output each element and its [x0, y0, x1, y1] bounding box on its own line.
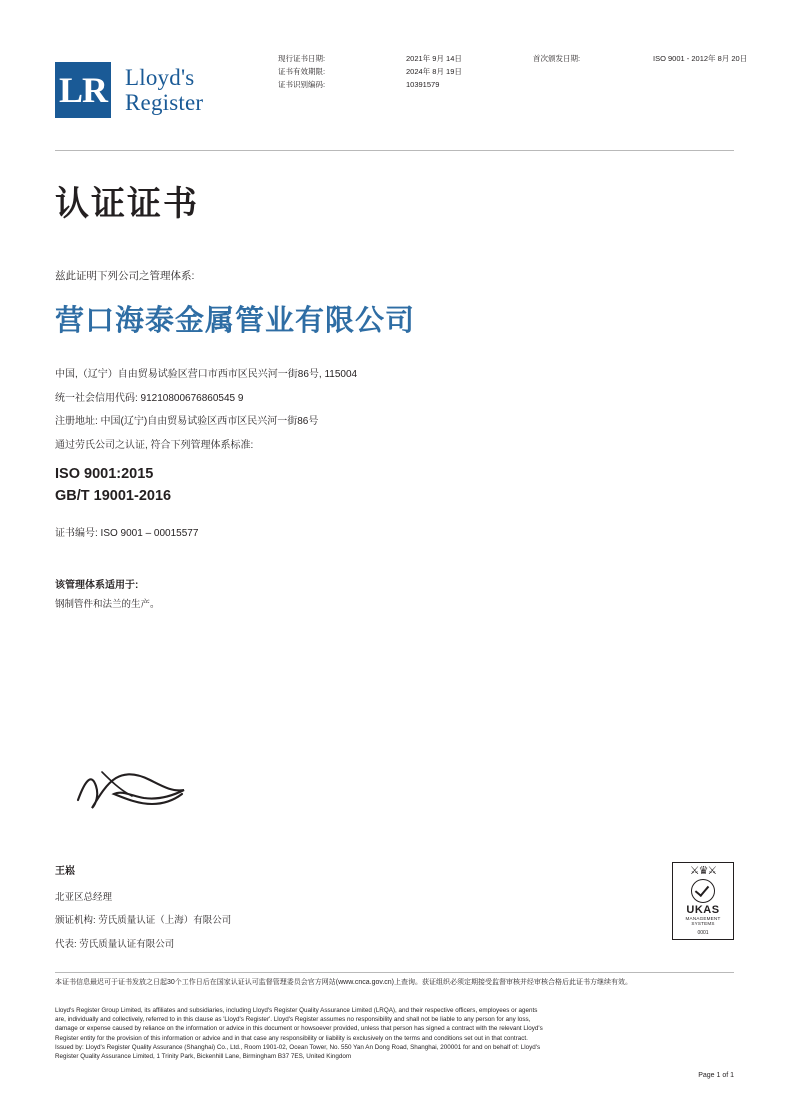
scope-heading: 该管理体系适用于:: [55, 580, 139, 591]
ukas-word: UKAS: [686, 904, 720, 916]
page-title: 认证证书: [55, 185, 199, 223]
meta-label-original-issue: 首次颁发日期:: [533, 54, 581, 63]
company-name: 营口海泰金属管业有限公司: [55, 305, 416, 337]
meta-original-label-column: [533, 52, 653, 65]
company-registered-address: 注册地址: 中国(辽宁)自由贸易试验区西市区民兴河一街86号: [55, 416, 319, 427]
signature-image: [72, 760, 202, 820]
company-details: [55, 363, 735, 457]
footer-en-line-3: damage or expense caused by reliance on the information or advice in this document or howsoever provided, unless that person has signed a contract with the relevant Lloyd's: [55, 1025, 543, 1033]
footer-disclaimer-english: [55, 1006, 734, 1061]
issuing-body: 颁证机构: 劳氏质量认证（上海）有限公司: [55, 915, 232, 927]
meta-label-current-date: 现行证书日期:: [278, 54, 326, 63]
footer-en-line-5: Issued by: Lloyd's Register Quality Assurance (Shanghai) Co., Ltd., Room 1901-02, Ocean Tower, No. 550 Yan An Dong Road, Shanghai, 200001 for and on behalf of: Lloyd's: [55, 1043, 541, 1051]
signatory-name: 王崧: [55, 866, 75, 877]
scope-text: 钢制管件和法兰的生产。: [55, 599, 160, 610]
checkmark-icon: [691, 879, 715, 903]
lr-logo-word-line2: Register: [125, 90, 204, 115]
company-credit-code: 统一社会信用代码: 91210800676860545 9: [55, 392, 244, 404]
page-number: Page 1 of 1: [698, 1072, 734, 1079]
standard-gbt-19001: GB/T 19001-2016: [55, 488, 172, 505]
lead-text: 兹此证明下列公司之管理体系:: [55, 270, 195, 282]
meta-values-column: [406, 52, 516, 91]
ukas-sub-line2: SYSTEMS: [691, 921, 715, 927]
certificate-number: 证书编号: ISO 9001 – 00015577: [55, 528, 199, 539]
meta-label-valid-until: 证书有效期限:: [278, 67, 326, 77]
meta-value-valid-until: 2024年 8月 19日: [406, 67, 462, 77]
footer-en-line-2: are, individually and collectively, referred to in this clause as 'Lloyd's Register'. Lloyd's Register assumes no responsibility and shall not be liable to any person for any loss,: [55, 1016, 531, 1024]
ukas-sub-line1: MANAGEMENT: [685, 916, 721, 921]
lr-logo-mark: [55, 62, 111, 118]
standards-list: [55, 463, 171, 508]
footer-divider: [55, 972, 734, 973]
lr-logo-wordmark: [125, 65, 203, 116]
meta-value-current-date: 2021年 9月 14日: [406, 54, 462, 63]
ukas-number: 0001: [697, 929, 709, 936]
lloyds-register-logo: [55, 62, 203, 118]
lr-logo-letters: LR: [58, 70, 107, 110]
ukas-accreditation-mark: [672, 862, 734, 940]
company-address: 中国,（辽宁）自由贸易试验区营口市西市区民兴河一街86号, 115004: [55, 369, 358, 380]
document-header: [0, 0, 789, 150]
crown-icon: ⚔♛⚔: [689, 865, 717, 877]
representative: 代表: 劳氏质量认证有限公司: [55, 938, 175, 950]
footer-en-line-4: Register entity for the provision of this information or advice and in that case any responsibility or liability is exclusively on the terms and conditions set out in that contract.: [55, 1034, 528, 1042]
signatory-details: [55, 886, 615, 956]
footer-en-line-1: Lloyd's Register Group Limited, its affiliates and subsidiaries, including Lloyd's Register Quality Assurance Limited (LRQA), and their respective officers, employees or agents: [55, 1007, 538, 1014]
signatory-role: 北亚区总经理: [55, 892, 113, 903]
footer-note-chinese: 本证书信息最迟可于证书发放之日起30个工作日后在国家认证认可监督管理委员会官方网站(www.cnca.gov.cn)上查询。获证组织必须定期接受监督审核并经审核合格后此证书方继续有效。: [55, 979, 633, 986]
meta-value-identity-code: 10391579: [406, 80, 440, 90]
meta-value-original-issue: ISO 9001 - 2012年 8月 20日: [653, 54, 748, 63]
meta-original-value-column: [653, 52, 789, 65]
meta-label-identity-code: 证书识别编码:: [278, 80, 326, 90]
footer-en-line-6: Register Quality Assurance Limited, 1 Trinity Park, Bickenhill Lane, Birmingham B37 7ES, United Kingdom: [55, 1052, 352, 1060]
meta-labels-column: [278, 52, 398, 91]
header-divider: [55, 150, 734, 151]
standard-iso-9001: ISO 9001:2015: [55, 466, 154, 482]
lr-logo-word-line1: Lloyd's: [125, 64, 195, 90]
approval-statement: 通过劳氏公司之认证, 符合下列管理体系标准:: [55, 439, 254, 451]
